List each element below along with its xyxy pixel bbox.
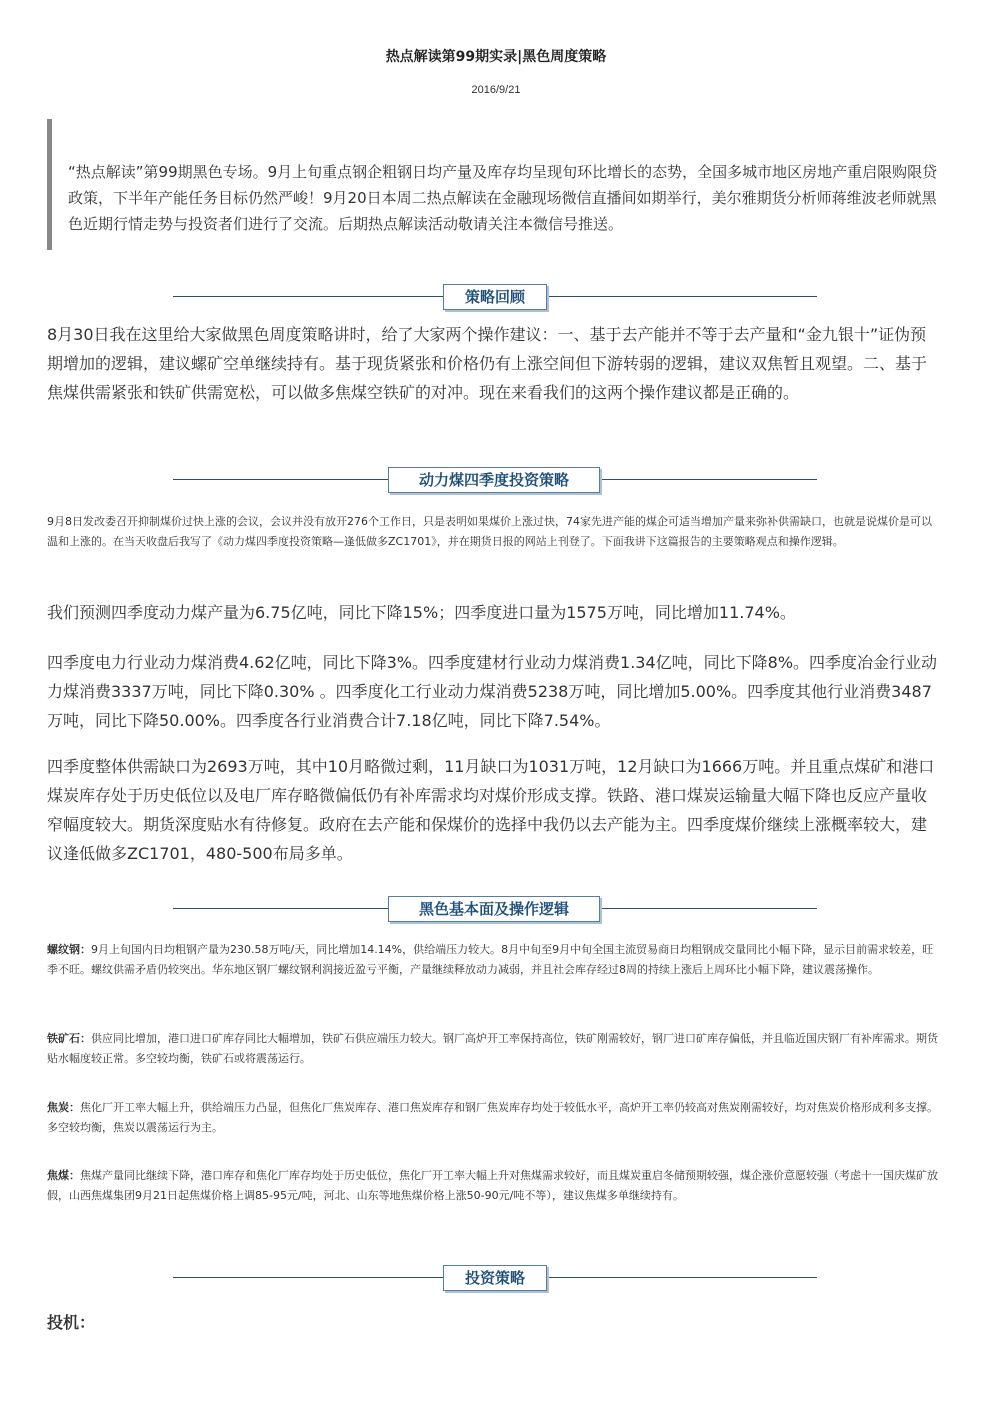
coke-label: 焦炭： xyxy=(47,1101,80,1114)
section-title-strategy: 投资策略 xyxy=(443,1265,547,1291)
section-heading-strategy xyxy=(173,1265,817,1291)
coking-coal-label: 焦煤： xyxy=(47,1169,80,1182)
thermal-coal-consumption-paragraph: 四季度电力行业动力煤消费4.62亿吨，同比下降3%。四季度建材行业动力煤消费1.34亿吨，同比下降8%。四季度冶金行业动力煤消费3337万吨，同比下降0.30% 。四季度化工行业动力煤消费5238万吨，同比增加5.00%。四季度其他行业消费3487万吨，同比下降50.00%。四季度各行业消费合计7.18亿吨，同比下降7.54%。 xyxy=(47,653,938,730)
thermal-coal-intro-paragraph: 9月8日发改委召开抑制煤价过快上涨的会议，会议并没有放开276个工作日，只是表明如果煤价上涨过快，74家先进产能的煤企可适当增加产量来弥补供需缺口，也就是说煤价是可以温和上涨的。在当天收盘后我写了《动力煤四季度投资策略—逢低做多ZC1701》，并在期货日报的网站上刊登了。下面我讲下这篇报告的主要策略观点和操作逻辑。 xyxy=(47,515,932,548)
rebar-label: 螺纹钢： xyxy=(47,943,91,956)
review-paragraph: 8月30日我在这里给大家做黑色周度策略讲时，给了大家两个操作建议：一、基于去产能并不等于去产量和“金九银十”证伪预期增加的逻辑，建议螺矿空单继续持有。基于现货紧张和价格仍有上涨空间但下游转弱的逻辑，建议双焦暂且观望。二、基于焦煤供需紧张和铁矿供需宽松，可以做多焦煤空铁矿的对冲。现在来看我们的这两个操作建议都是正确的。 xyxy=(47,325,928,402)
coke-paragraph xyxy=(47,1098,942,1138)
section-heading-thermal-coal xyxy=(173,467,817,493)
iron-ore-text: 供应同比增加，港口进口矿库存同比大幅增加，铁矿石供应端压力较大。钢厂高炉开工率保持高位，铁矿刚需较好，钢厂进口矿库存偏低，并且临近国庆钢厂有补库需求。期货贴水幅度较正常。多空较均衡，铁矿石或将震荡运行。 xyxy=(47,1032,938,1065)
thermal-coal-production-paragraph: 我们预测四季度动力煤产量为6.75亿吨，同比下降15%；四季度进口量为1575万吨，同比增加11.74%。 xyxy=(47,603,796,622)
section-heading-review xyxy=(173,284,817,310)
coking-coal-paragraph xyxy=(47,1166,942,1206)
section-title-fundamentals: 黑色基本面及操作逻辑 xyxy=(388,896,600,922)
section-title-review: 策略回顾 xyxy=(443,284,547,310)
section-title-thermal-coal: 动力煤四季度投资策略 xyxy=(388,467,600,493)
rebar-paragraph xyxy=(47,940,942,980)
intro-quote-block xyxy=(47,119,938,250)
page-title: 热点解读第99期实录|黑色周度策略 xyxy=(385,49,607,65)
coking-coal-text: 焦煤产量同比继续下降，港口库存和焦化厂库存均处于历史低位，焦化厂开工率大幅上升对焦煤需求较好，而且煤炭重启冬储预期较强，煤企涨价意愿较强（考虑十一国庆煤矿放假，山西焦煤集团9月21日起焦煤价格上调85-95元/吨，河北、山东等地焦煤价格上涨50-90元/吨不等），建议焦煤多单继续持有。 xyxy=(47,1169,938,1202)
rebar-text: 9月上旬国内日均粗钢产量为230.58万吨/天，同比增加14.14%，供给端压力较大。8月中旬至9月中旬全国主流贸易商日均粗钢成交量同比小幅下降，显示目前需求较差，旺季不旺。螺纹供需矛盾仍较突出。华东地区钢厂螺纹钢利润接近盈亏平衡，产量继续释放动力减弱，并且社会库存经过8周的持续上涨后上周环比小幅下降，建议震荡操作。 xyxy=(47,943,934,976)
iron-ore-label: 铁矿石： xyxy=(47,1032,91,1045)
coke-text: 焦化厂开工率大幅上升，供给端压力凸显，但焦化厂焦炭库存、港口焦炭库存和钢厂焦炭库存均处于较低水平，高炉开工率仍较高对焦炭刚需较好，均对焦炭价格形成利多支撑。多空较均衡，焦炭以震荡运行为主。 xyxy=(47,1101,938,1134)
publish-date: 2016/9/21 xyxy=(471,84,521,96)
intro-text: “热点解读”第99期黑色专场。9月上旬重点钢企粗钢日均产量及库存均呈现旬环比增长的态势，全国多城市地区房地产重启限购限贷政策，下半年产能任务目标仍然严峻！9月20日本周二热点解读在金融现场微信直播间如期举行，美尔雅期货分析师蒋维波老师就黑色近期行情走势与投资者们进行了交流。后期热点解读活动敬请关注本微信号推送。 xyxy=(68,163,938,233)
speculation-subheading: 投机： xyxy=(47,1313,96,1332)
iron-ore-paragraph xyxy=(47,1029,942,1069)
thermal-coal-gap-paragraph: 四季度整体供需缺口为2693万吨，其中10月略微过剩，11月缺口为1031万吨，12月缺口为1666万吨。并且重点煤矿和港口煤炭库存处于历史低位以及电厂库存略微偏低仍有补库需求均对煤价形成支撑。铁路、港口煤炭运输量大幅下降也反应产量收窄幅度较大。期货深度贴水有待修复。政府在去产能和保煤价的选择中我仍以去产能为主。四季度煤价继续上涨概率较大，建议逢低做多ZC1701，480-500布局多单。 xyxy=(47,757,935,863)
section-heading-fundamentals xyxy=(173,896,817,922)
